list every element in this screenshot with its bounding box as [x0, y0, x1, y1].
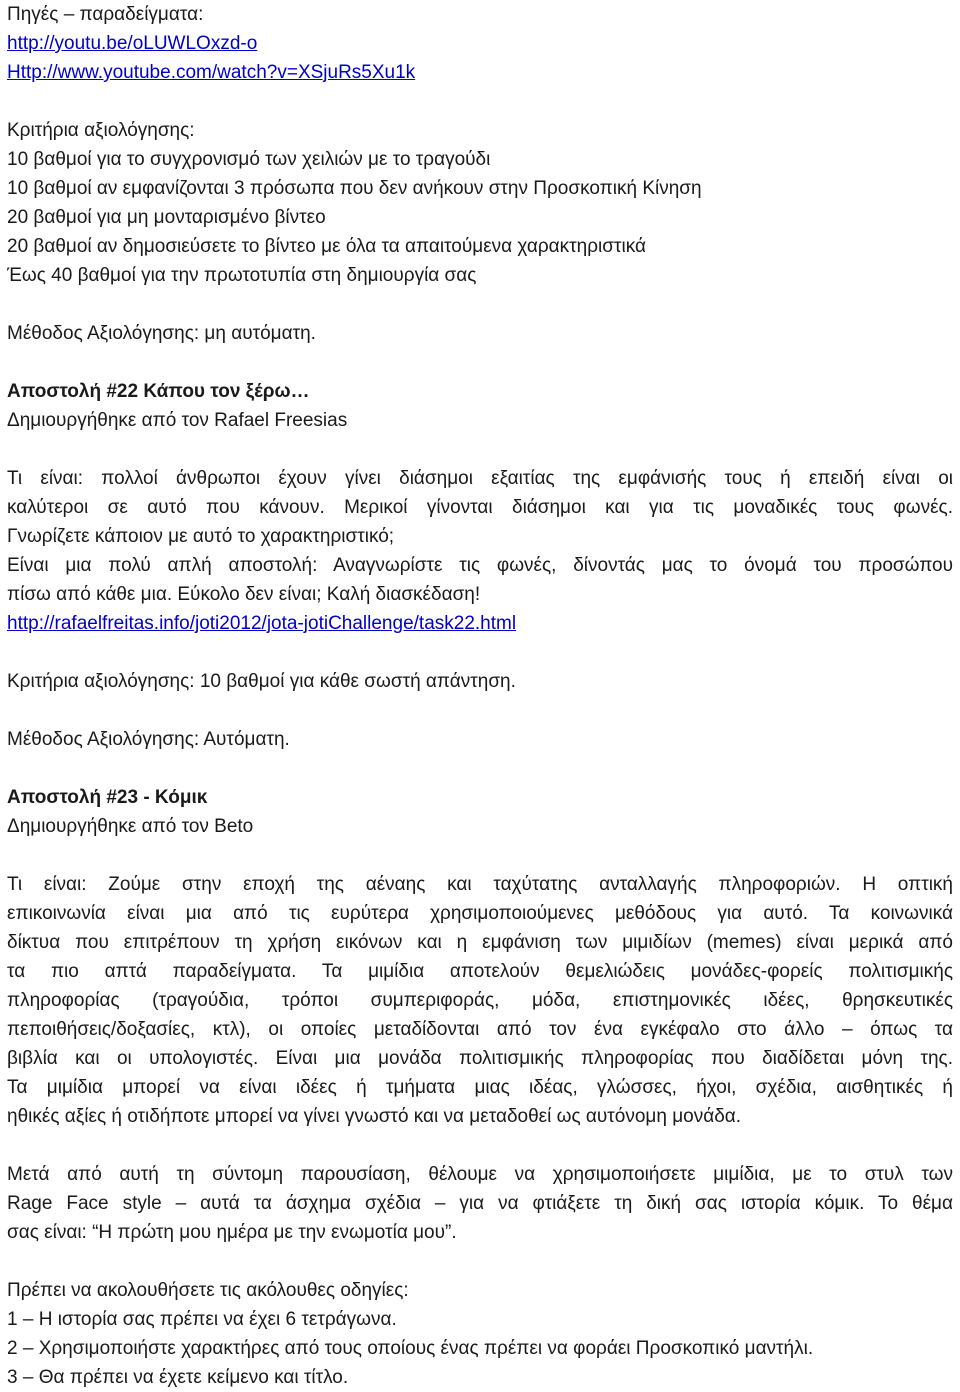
mission-23-desc-line: δίκτυα που επιτρέπουν τη χρήση εικόνων και η εμφάνιση των μιμιδίων (memes) είναι μερικά από: [7, 932, 953, 953]
mission-23-desc-line: Τι είναι: Ζούμε στην εποχή της αέναης και ταχύτατης ανταλλαγής πληροφοριών. Η οπτική: [7, 874, 953, 895]
mission-22-desc-line: πίσω από κάθε μια. Εύκολο δεν είναι; Καλή διασκέδαση!: [7, 584, 481, 605]
criteria-item: 10 βαθμοί αν εμφανίζονται 3 πρόσωπα που δεν ανήκουν στην Προσκοπική Κίνηση: [7, 178, 702, 199]
mission-22-link[interactable]: http://rafaelfreitas.info/joti2012/jota-jotiChallenge/task22.html: [7, 613, 517, 634]
mission-23-task-line: Μετά από αυτή τη σύντομη παρουσίαση, θέλουμε να χρησιμοποιήσετε μιμίδια, με το στυλ των: [7, 1164, 953, 1185]
mission-23-desc-line: πεποιθήσεις/δοξασίες, κτλ), οι οποίες μεταδίδονται από τον ένα εγκέφαλο στο άλλο – όπως τα: [7, 1019, 953, 1040]
mission-22-desc-line: Είναι μια πολύ απλή αποστολή: Αναγνωρίστε τις φωνές, δίνοντάς μας το όνομά του προσώπου: [7, 555, 953, 576]
mission-22-method: Μέθοδος Αξιολόγησης: Αυτόματη.: [7, 729, 290, 750]
criteria-item: Έως 40 βαθμοί για την πρωτοτυπία στη δημιουργία σας: [7, 265, 477, 286]
instruction-item: 3 – Θα πρέπει να έχετε κείμενο και τίτλο.: [7, 1367, 349, 1388]
mission-22-desc-line: καλύτεροι σε αυτό που κάνουν. Μερικοί γίνονται διάσημοι και για τις μοναδικές τους φωνές.: [7, 497, 953, 518]
mission-23-task-line: Rage Face style – αυτά τα άσχημα σχέδια – για να φτιάξετε τη δική σας ιστορία κόμικ. Το θέμα: [7, 1193, 953, 1214]
mission-23-title: Αποστολή #23 - Κόμικ: [7, 787, 208, 808]
mission-23-desc-line: βιβλία και οι υπολογιστές. Είναι μια μονάδα πολιτισμικής πληροφορίας που διαδίδεται μόνη της.: [7, 1048, 953, 1069]
criteria-heading: Κριτήρια αξιολόγησης:: [7, 120, 195, 141]
evaluation-method: Μέθοδος Αξιολόγησης: μη αυτόματη.: [7, 323, 316, 344]
mission-22-desc-line: Γνωρίζετε κάποιον με αυτό το χαρακτηριστικό;: [7, 526, 395, 547]
mission-23-desc-line: τα πιο απτά παραδείγματα. Τα μιμίδια αποτελούν θεμελιώδεις μονάδες-φορείς πολιτισμικής: [7, 961, 953, 982]
mission-23-task-line: σας είναι: “Η πρώτη μου ημέρα με την ενωμοτία μου”.: [7, 1222, 457, 1243]
instruction-item: 2 – Χρησιμοποιήστε χαρακτήρες από τους οποίους ένας πρέπει να φοράει Προσκοπικό μαντήλι.: [7, 1338, 814, 1359]
mission-22-criteria: Κριτήρια αξιολόγησης: 10 βαθμοί για κάθε σωστή απάντηση.: [7, 671, 516, 692]
criteria-item: 20 βαθμοί αν δημοσιεύσετε το βίντεο με όλα τα απαιτούμενα χαρακτηριστικά: [7, 236, 646, 257]
criteria-item: 20 βαθμοί για μη μονταρισμένο βίντεο: [7, 207, 326, 228]
mission-23-desc-line: επικοινωνία είναι μια από τις ευρύτερα χρησιμοποιούμενες μεθόδους για αυτό. Τα κοινωνικά: [7, 903, 953, 924]
criteria-item: 10 βαθμοί για το συγχρονισμό των χειλιών με το τραγούδι: [7, 149, 491, 170]
sources-heading: Πηγές – παραδείγματα:: [7, 4, 204, 25]
mission-23-author: Δημιουργήθηκε από τον Beto: [7, 816, 254, 837]
source-link-2[interactable]: Http://www.youtube.com/watch?v=XSjuRs5Xu1k: [7, 62, 416, 83]
mission-22-desc-line: Τι είναι: πολλοί άνθρωποι έχουν γίνει διάσημοι εξαιτίας της εμφάνισής τους ή επειδή είναι οι: [7, 468, 953, 489]
mission-22-title: Αποστολή #22 Κάπου τον ξέρω…: [7, 381, 310, 402]
document-page: [7, 0, 953, 1392]
mission-23-desc-line: πληροφορίας (τραγούδια, τρόποι συμπεριφοράς, μόδα, επιστημονικές ιδέες, θρησκευτικές: [7, 990, 953, 1011]
source-link-1[interactable]: http://youtu.be/oLUWLOxzd-o: [7, 33, 258, 54]
mission-23-desc-line: Τα μιμίδια μπορεί να είναι ιδέες ή τμήματα μιας ιδέας, γλώσσες, ήχοι, σχέδια, αισθητικές ή: [7, 1077, 953, 1098]
instructions-heading: Πρέπει να ακολουθήσετε τις ακόλουθες οδηγίες:: [7, 1280, 409, 1301]
mission-22-author: Δημιουργήθηκε από τον Rafael Freesias: [7, 410, 348, 431]
instruction-item: 1 – Η ιστορία σας πρέπει να έχει 6 τετράγωνα.: [7, 1309, 397, 1330]
mission-23-desc-line: ηθικές αξίες ή οτιδήποτε μπορεί να γίνει γνωστό και να μεταδοθεί ως αυτόνομη μονάδα.: [7, 1106, 742, 1127]
